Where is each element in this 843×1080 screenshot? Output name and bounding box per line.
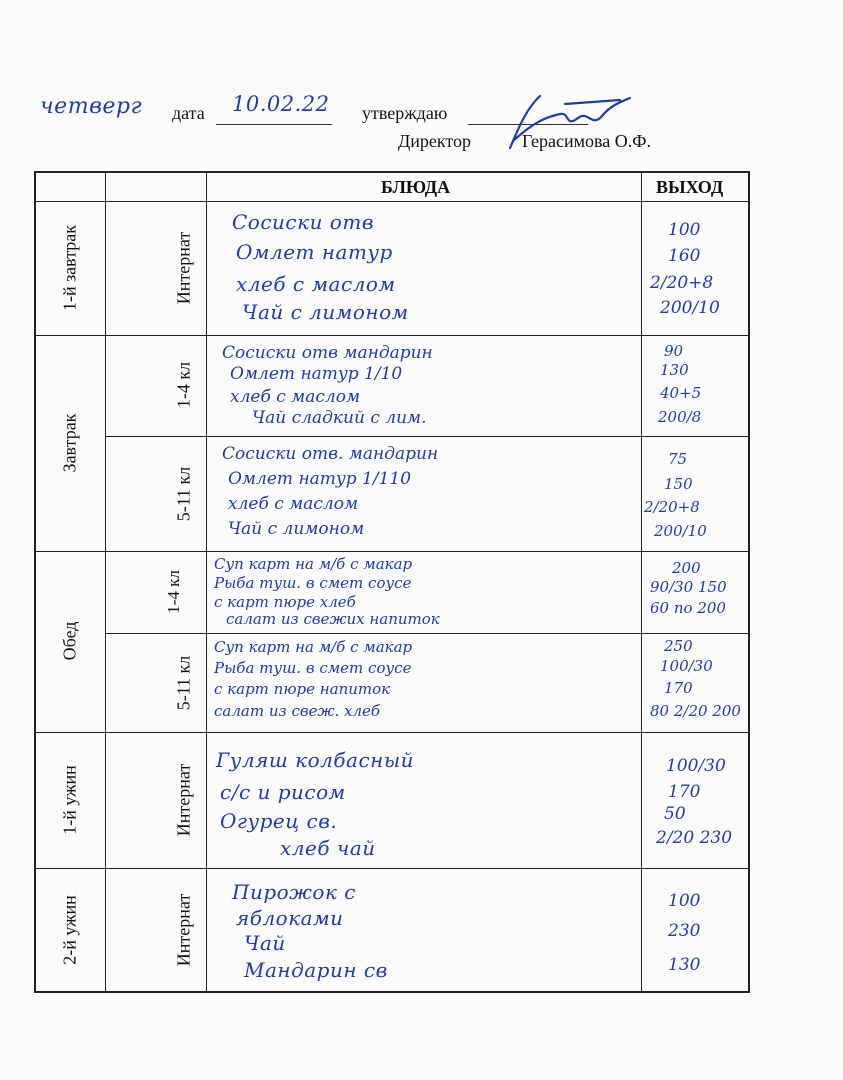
dish-item: Рыба туш. в смет соусе: [214, 659, 412, 677]
approve-label: утверждаю: [362, 103, 448, 123]
section-line-1: [34, 335, 750, 336]
section-line-2: [34, 551, 750, 552]
table-bottom-border: [34, 991, 750, 993]
dish-item: Чай: [244, 931, 286, 955]
section-line-3: [34, 732, 750, 733]
dishes-header: БЛЮДА: [381, 177, 451, 197]
output-item: 200: [672, 559, 701, 577]
output-item: 250: [664, 637, 693, 655]
group-label-internat-dinner-1: Интернат: [173, 763, 194, 837]
output-item: 2/20+8: [650, 273, 714, 293]
dish-item: с карт пюре хлеб: [214, 593, 356, 611]
output-item: 80 2/20 200: [650, 702, 741, 720]
dish-item: с/с и рисом: [220, 780, 346, 804]
meal-label-lunch: Обед: [59, 621, 80, 661]
dish-item: Пирожок с: [232, 880, 356, 904]
output-item: 100/30: [660, 657, 713, 675]
group-label-internat-1: Интернат: [173, 231, 194, 305]
output-item: 130: [660, 361, 689, 379]
dish-item: хлеб с маслом: [230, 387, 361, 407]
meal-label-dinner-2: 2-й ужин: [59, 895, 80, 965]
dish-item: с карт пюре напиток: [214, 680, 391, 698]
subgroup-line-obed: [105, 633, 750, 634]
output-item: 75: [668, 450, 688, 468]
meal-label-dinner-1: 1-й ужин: [59, 765, 80, 835]
dish-item: Огурец св.: [220, 809, 338, 833]
dish-item: Омлет натур: [236, 240, 393, 264]
dish-item: Чай с лимоном: [242, 300, 409, 324]
dish-item: салат из свеж. хлеб: [214, 702, 381, 720]
table-top-border: [34, 171, 750, 173]
dish-item: Омлет натур 1/10: [230, 364, 403, 384]
group-label-1-4-lunch: 1-4 кл: [164, 570, 183, 614]
output-item: 40+5: [660, 384, 702, 402]
output-item: 90: [664, 342, 684, 360]
group-label-5-11-breakfast: 5-11 кл: [173, 466, 194, 522]
output-item: 150: [664, 475, 693, 493]
subgroup-line-zavtrak: [105, 436, 750, 437]
output-item: 2/20 230: [656, 828, 733, 848]
dish-item: Сосиски отв: [232, 210, 374, 234]
output-item: 130: [668, 955, 701, 975]
header-row-line: [34, 201, 750, 202]
dish-item: Рыба туш. в смет соусе: [214, 574, 412, 592]
output-item: 60 по 200: [650, 599, 726, 617]
table-left-border: [34, 171, 36, 993]
dish-item: Сосиски отв. мандарин: [222, 444, 439, 464]
group-label-internat-dinner-2: Интернат: [173, 893, 194, 967]
group-label-5-11-lunch: 5-11 кл: [173, 655, 194, 711]
meal-label-breakfast-1: 1-й завтрак: [59, 224, 80, 312]
date-label: дата: [172, 103, 205, 123]
col-line-2: [206, 171, 207, 993]
output-item: 100: [668, 220, 701, 240]
dish-item: хлеб с маслом: [236, 272, 396, 296]
date-underline: [216, 124, 332, 125]
director-label: Директор: [398, 131, 472, 151]
director-name: Герасимова О.Ф.: [522, 131, 651, 151]
dish-item: Суп карт на м/б с макар: [214, 638, 413, 656]
dish-item: Чай с лимоном: [228, 519, 365, 539]
dish-item: яблоками: [236, 906, 344, 930]
dish-item: хлеб с маслом: [228, 494, 359, 514]
output-item: 200/10: [654, 522, 707, 540]
section-line-4: [34, 868, 750, 869]
dish-item: Омлет натур 1/110: [228, 469, 412, 489]
output-item: 100: [668, 891, 701, 911]
dish-item: Мандарин св: [244, 958, 388, 982]
date-value: 10.02.22: [232, 92, 330, 116]
col-line-1: [105, 171, 106, 993]
dish-item: Суп карт на м/б с макар: [214, 555, 413, 573]
output-item: 160: [668, 246, 701, 266]
dish-item: Гуляш колбасный: [216, 748, 415, 772]
output-item: 230: [668, 921, 701, 941]
output-item: 170: [664, 679, 693, 697]
output-header: ВЫХОД: [656, 177, 724, 197]
table-right-border: [748, 171, 750, 993]
dish-item: Чай сладкий с лим.: [252, 408, 427, 428]
meal-label-breakfast: Завтрак: [59, 413, 80, 473]
col-line-3: [641, 171, 642, 993]
day-of-week: четверг: [40, 94, 143, 119]
output-item: 50: [664, 804, 686, 824]
dish-item: салат из свежих напиток: [226, 610, 440, 628]
dish-item: Сосиски отв мандарин: [222, 343, 433, 363]
output-item: 170: [668, 782, 701, 802]
group-label-1-4-breakfast: 1-4 кл: [173, 361, 194, 409]
output-item: 200/8: [658, 408, 702, 426]
dish-item: хлеб чай: [280, 836, 376, 860]
output-item: 2/20+8: [644, 498, 700, 516]
output-item: 90/30 150: [650, 578, 727, 596]
output-item: 100/30: [666, 756, 726, 776]
output-item: 200/10: [660, 298, 720, 318]
